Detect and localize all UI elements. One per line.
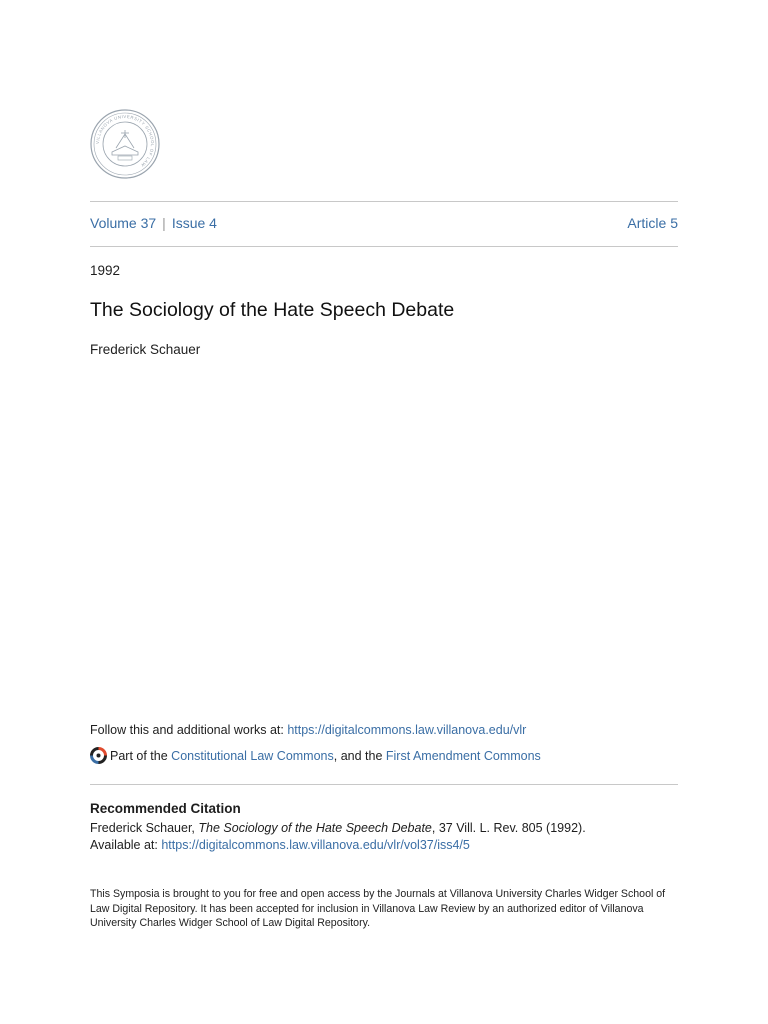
follow-url-link[interactable]: https://digitalcommons.law.villanova.edu/vlr xyxy=(287,723,527,737)
citation-source: , 37 Vill. L. Rev. 805 (1992). xyxy=(431,821,586,835)
recommended-citation-heading: Recommended Citation xyxy=(90,801,241,816)
university-seal-icon xyxy=(90,108,160,180)
citation-text xyxy=(90,821,586,835)
issue-navigation xyxy=(90,214,678,232)
article-author: Frederick Schauer xyxy=(90,342,201,357)
header-bottom-rule xyxy=(90,246,678,247)
part-of-line xyxy=(90,747,541,764)
commons-network-icon xyxy=(90,747,107,764)
part-of-mid: , and the xyxy=(333,748,383,763)
citation-title: The Sociology of the Hate Speech Debate xyxy=(198,821,432,835)
publication-year: 1992 xyxy=(90,263,121,278)
article-link[interactable]: Article 5 xyxy=(627,215,678,231)
header-top-rule xyxy=(90,201,678,202)
constitutional-law-commons-link[interactable]: Constitutional Law Commons xyxy=(171,748,334,763)
article-title: The Sociology of the Hate Speech Debate xyxy=(90,299,455,321)
citation-availability xyxy=(90,838,470,852)
issue-link[interactable]: Issue 4 xyxy=(171,215,217,231)
available-label: Available at: xyxy=(90,838,162,852)
volume-link[interactable]: Volume 37 xyxy=(90,215,157,231)
volume-issue-separator: | xyxy=(162,215,166,231)
citation-author: Frederick Schauer, xyxy=(90,821,199,835)
available-url-link[interactable]: https://digitalcommons.law.villanova.edu/vlr/vol37/iss4/5 xyxy=(161,838,470,852)
follow-line xyxy=(90,723,526,737)
part-of-prefix: Part of the xyxy=(110,748,168,763)
open-access-notice: This Symposia is brought to you for free and open access by the Journals at Villanova University Charles Widger School of Law Digital Repository. It has been accepted for inclusion in Villanova Law Review by an authorized editor of Villanova University Charles Widger School of Law Digital Repository. xyxy=(90,888,666,930)
follow-label: Follow this and additional works at: xyxy=(90,723,288,737)
seal-lettering: VILLANOVA UNIVERSITY SCHOOL OF LAW xyxy=(94,113,156,169)
first-amendment-commons-link[interactable]: First Amendment Commons xyxy=(385,748,541,763)
citation-rule xyxy=(90,784,678,785)
